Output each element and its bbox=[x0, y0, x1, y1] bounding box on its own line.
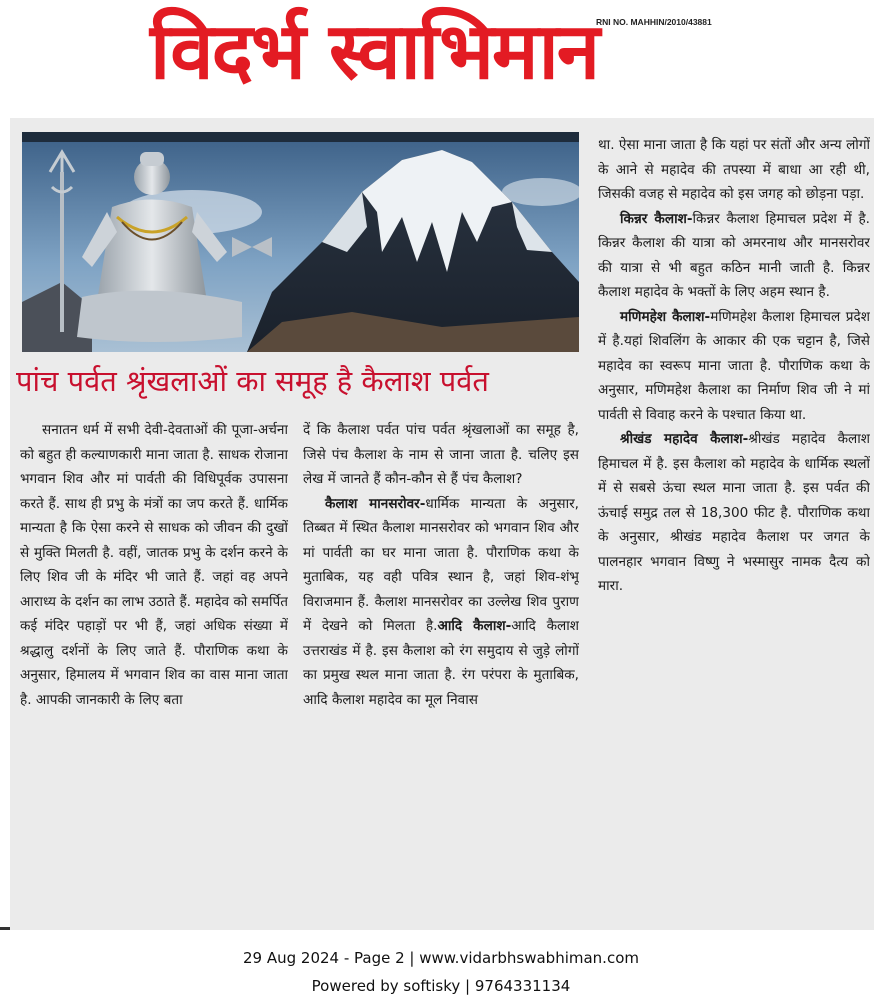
footer-powered-by: Powered by softisky | 9764331134 bbox=[311, 977, 571, 995]
section-kailash-mansarovar bbox=[303, 492, 579, 713]
column-3-intro: था. ऐसा माना जाता है कि यहां पर संतों और अन्य लोगों के आने से महादेव की तपस्या में बाधा आ रही थी, जिसकी वजह से महादेव को इस जगह को छोड़ना पड़ा. bbox=[598, 137, 870, 202]
shiva-kailash-illustration bbox=[22, 132, 579, 352]
section-heading: मणिमहेश कैलाश- bbox=[620, 308, 711, 325]
section-heading: आदि कैलाश- bbox=[437, 618, 512, 634]
newspaper-clipping bbox=[10, 118, 874, 930]
section-text: आदि कैलाश उत्तराखंड में है. इस कैलाश को रंग समुदाय से जुड़े लोगों का प्रमुख स्थल माना जाता है. रंग परंपरा के मुताबिक, आदि कैलाश महादेव का मूल निवास bbox=[303, 618, 579, 708]
page-footer bbox=[0, 944, 882, 1000]
section-heading: किन्नर कैलाश- bbox=[620, 210, 693, 227]
article-photo bbox=[22, 132, 579, 352]
column-1-paragraph: सनातन धर्म में सभी देवी-देवताओं की पूजा-अर्चना को बहुत ही कल्याणकारी माना जाता है. साधक रोजाना भगवान शिव और मां पार्वती की विधिपूर्वक उपासना करते हैं. साथ ही प्रभु के मंत्रों का जप करते हैं. धार्मिक मान्यता है कि ऐसा करने से साधक को जीवन की दुखों से मुक्ति मिलती है. वहीं, जातक प्रभु के दर्शन करने के लिए शिव जी के मंदिर भी जाते हैं. जहां वह अपने आराध्य के दर्शन का लाभ उठाते हैं. महादेव को समर्पित कई मंदिर पहाड़ों पर भी हैं, जहां अधिक संख्या में श्रद्धालु दर्शनों के लिए जाते हैं. पौराणिक कथा के अनुसार, हिमालय में भगवान शिव का वास माना जाता है. आपकी जानकारी के लिए बता bbox=[20, 422, 288, 708]
section-kinnar-kailash bbox=[598, 207, 870, 305]
column-2-intro: दें कि कैलाश पर्वत पांच पर्वत श्रृंखलाओं का समूह है, जिसे पंच कैलाश के नाम से जाना जाता है. चलिए इस लेख में जानते हैं कौन-कौन से हैं पंच कैलाश? bbox=[303, 422, 579, 487]
article-headline: पांच पर्वत श्रृंखलाओं का समूह है कैलाश पर्वत bbox=[16, 364, 489, 398]
section-manimahesh-kailash bbox=[598, 305, 870, 428]
masthead bbox=[0, 0, 882, 112]
article-column-3 bbox=[598, 133, 870, 923]
rni-number: RNI NO. MAHHIN/2010/43881 bbox=[596, 17, 712, 27]
section-text: किन्नर कैलाश हिमाचल प्रदेश में है. किन्नर कैलाश की यात्रा को अमरनाथ और मानसरोवर की यात्रा से भी बहुत कठिन मानी जाती है. किन्नर कैलाश महादेव के भक्तों के लिए अहम स्थान है. bbox=[598, 210, 870, 300]
article-column-2 bbox=[303, 418, 579, 924]
section-text: धार्मिक मान्यता के अनुसार, तिब्बत में स्थित कैलाश मानसरोवर को भगवान शिव और मां पार्वती का घर माना जाता है. पौराणिक कथा के मुताबिक, यह वही पवित्र स्थान है, जहां शिव-शंभू विराजमान हैं. कैलाश मानसरोवर का उल्लेख शिव पुराण में देखने को मिलता है. bbox=[303, 495, 579, 634]
section-text: मणिमहेश कैलाश हिमाचल प्रदेश में है.यहां शिवलिंग के आकार की एक चट्टान है, जिसे महादेव का स्वरूप माना जाता है. पौराणिक कथा के अनुसार, मणिमहेश कैलाश का निर्माण शिव जी ने मां पार्वती से विवाह करने के पश्चात किया था. bbox=[598, 308, 870, 423]
section-text: श्रीखंड महादेव कैलाश हिमाचल में है. इस कैलाश को महादेव के धार्मिक स्थलों में से सबसे ऊंचा स्थल माना जाता है. इस पर्वत की ऊंचाई समुद्र तल से 18,300 फीट है. पौराणिक कथा के अनुसार, श्रीखंड महादेव कैलाश पर जगत के पालनहार भगवान विष्णु ने भस्मासुर नामक दैत्य को मारा. bbox=[598, 431, 870, 594]
section-heading: कैलाश मानसरोवर- bbox=[325, 495, 426, 512]
article-column-1 bbox=[20, 418, 288, 924]
section-heading: श्रीखंड महादेव कैलाश- bbox=[620, 431, 749, 447]
newspaper-logo-title: विदर्भ स्वाभिमान bbox=[150, 7, 599, 97]
footer-date-page-website: 29 Aug 2024 - Page 2 | www.vidarbhswabhiman.com bbox=[243, 949, 639, 967]
page-edge-mark bbox=[0, 927, 10, 930]
section-shrikhand-kailash bbox=[598, 427, 870, 599]
